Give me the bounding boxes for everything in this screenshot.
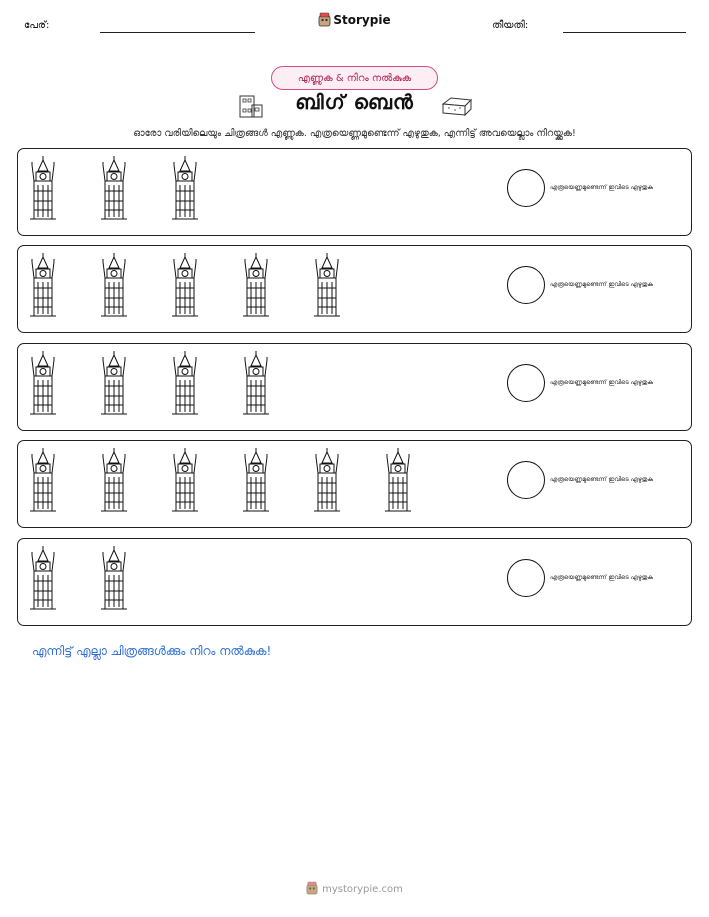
big-ben-tower-icon bbox=[99, 155, 129, 221]
stone-block-icon bbox=[441, 95, 473, 117]
big-ben-tower-icon bbox=[99, 252, 129, 318]
page-title: ബിഗ് ബെൻ bbox=[295, 90, 414, 114]
big-ben-tower-icon bbox=[99, 447, 129, 513]
storypie-logo-icon bbox=[306, 881, 318, 895]
count-row bbox=[17, 245, 692, 333]
big-ben-tower-icon bbox=[241, 350, 271, 416]
big-ben-tower-icon bbox=[28, 545, 58, 611]
big-ben-tower-icon bbox=[241, 252, 271, 318]
storypie-logo-icon bbox=[318, 12, 331, 27]
answer-circle[interactable] bbox=[507, 169, 545, 207]
brand-name: Storypie bbox=[333, 13, 391, 27]
answer-circle[interactable] bbox=[507, 461, 545, 499]
count-row bbox=[17, 538, 692, 626]
answer-hint: എത്രയെണ്ണമുണ്ടെന്ന് ഇവിടെ എഴുതുക bbox=[550, 379, 653, 386]
big-ben-tower-icon bbox=[28, 447, 58, 513]
footer bbox=[0, 881, 709, 895]
count-row bbox=[17, 343, 692, 431]
brand bbox=[0, 12, 709, 27]
answer-hint: എത്രയെണ്ണമുണ്ടെന്ന് ഇവിടെ എഴുതുക bbox=[550, 184, 653, 191]
count-row bbox=[17, 148, 692, 236]
name-label: പേര്: bbox=[24, 20, 50, 31]
date-field[interactable] bbox=[563, 32, 686, 33]
big-ben-tower-icon bbox=[170, 447, 200, 513]
footer-url: mystorypie.com bbox=[322, 884, 403, 895]
answer-hint: എത്രയെണ്ണമുണ്ടെന്ന് ഇവിടെ എഴുതുക bbox=[550, 574, 653, 581]
big-ben-tower-icon bbox=[241, 447, 271, 513]
count-row bbox=[17, 440, 692, 528]
answer-circle[interactable] bbox=[507, 266, 545, 304]
name-field[interactable] bbox=[100, 32, 255, 33]
instructions: ഓരോ വരിയിലെയും ചിത്രങ്ങൾ എണ്ണുക. എത്രയെണ്ണമുണ്ടെന്ന് എഴുതുക, എന്നിട്ട് അവയെല്ലാം നിറയ്ക്കുക! bbox=[133, 128, 576, 139]
big-ben-tower-icon bbox=[383, 447, 413, 513]
big-ben-tower-icon bbox=[28, 350, 58, 416]
big-ben-tower-icon bbox=[99, 545, 129, 611]
big-ben-tower-icon bbox=[170, 155, 200, 221]
big-ben-tower-icon bbox=[312, 447, 342, 513]
answer-hint: എത്രയെണ്ണമുണ്ടെന്ന് ഇവിടെ എഴുതുക bbox=[550, 281, 653, 288]
big-ben-tower-icon bbox=[170, 252, 200, 318]
big-ben-tower-icon bbox=[170, 350, 200, 416]
big-ben-tower-icon bbox=[312, 252, 342, 318]
date-label: തീയതി: bbox=[492, 20, 529, 31]
big-ben-tower-icon bbox=[99, 350, 129, 416]
big-ben-tower-icon bbox=[28, 155, 58, 221]
colour-prompt: എന്നിട്ട് എല്ലാ ചിത്രങ്ങൾക്കും നിറം നൽകുക! bbox=[32, 644, 272, 658]
answer-hint: എത്രയെണ്ണമുണ്ടെന്ന് ഇവിടെ എഴുതുക bbox=[550, 476, 653, 483]
answer-circle[interactable] bbox=[507, 364, 545, 402]
big-ben-tower-icon bbox=[28, 252, 58, 318]
activity-badge: എണ്ണുക & നിറം നൽകുക bbox=[271, 66, 438, 90]
answer-circle[interactable] bbox=[507, 559, 545, 597]
